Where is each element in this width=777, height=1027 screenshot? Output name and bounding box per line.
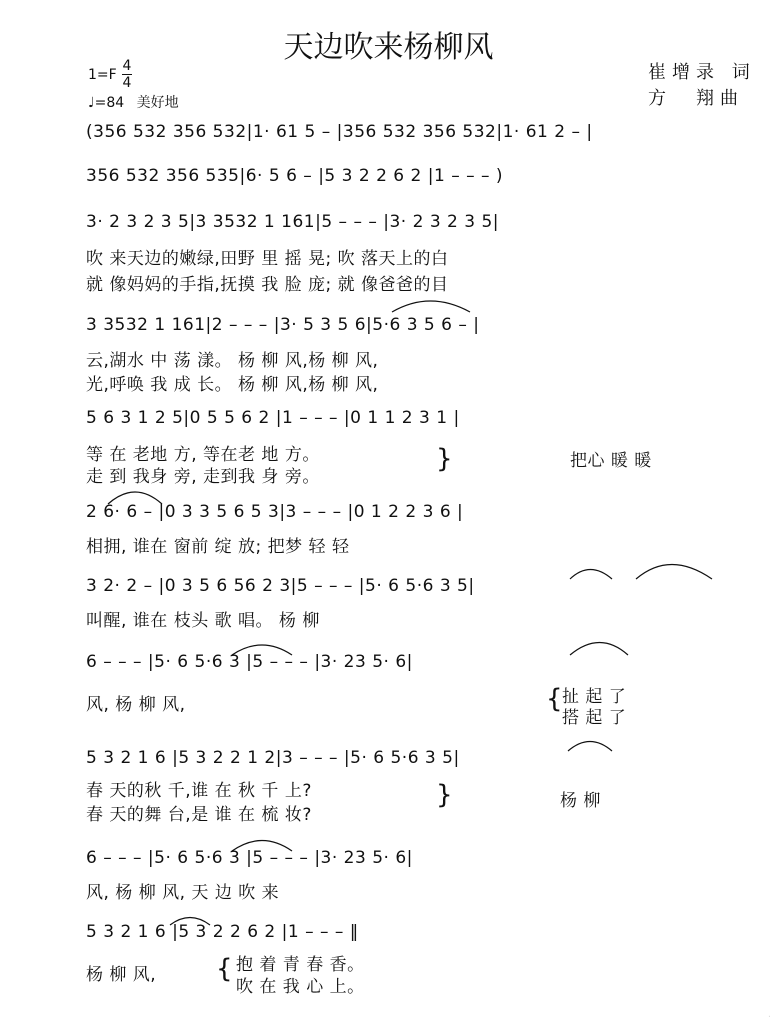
tempo-mark: ♩=84 [88,95,125,111]
lyric-line: 春 天的舞 台,是 谁 在 梳 妆? [86,805,312,825]
lyric-line: 吹 来天边的嫩绿,田野 里 摇 晃; 吹 落天上的白 [86,249,449,269]
lyric-line: 春 天的秋 千,谁 在 秋 千 上? [86,781,312,801]
lyric-line: 杨 柳 风, [86,965,157,985]
key-label: 1=F [88,67,117,83]
watermark: · [767,1012,771,1023]
notes-line: 5 3 2 1 6 |5 3 2 2 6 2 |1 – – – ‖ [86,922,359,942]
verse-brace: { [546,684,563,714]
notes-line: 356 532 356 535|6· 5 6 – |5 3 2 2 6 2 |1 – – – ) [86,166,504,186]
time-sig-top: 4 [122,58,132,74]
notes-line: 6 – – – |5· 6 5·6 3 |5 – – – |3· 23 5· 6| [86,652,413,672]
composer-credit: 方 翔曲 [648,88,744,109]
slur [636,565,712,580]
slur [108,492,162,504]
slur [170,918,210,926]
notes-line: 3 3532 1 161|2 – – – |3· 5 3 5 6|5·6 3 5 6 – | [86,315,480,335]
lyric-line: 风, 杨 柳 风, [86,695,186,715]
lyric-line-right: 把心 暖 暖 [570,451,652,471]
lyric-line: 风, 杨 柳 风, 天 边 吹 来 [86,883,280,903]
lyricist-credit: 崔增录 词 [648,62,756,83]
lyric-line: 光,呼唤 我 成 长。 杨 柳 风,杨 柳 风, [86,375,379,395]
slur [568,742,612,752]
notes-line: 5 3 2 1 6 |5 3 2 2 1 2|3 – – – |5· 6 5·6 3 5| [86,748,460,768]
notes-line: 2 6· 6 – |0 3 3 5 6 5 3|3 – – – |0 1 2 2 3 6 | [86,502,464,522]
lyric-line-right: 杨 柳 [560,791,601,811]
lyric-line: 叫醒, 谁在 枝头 歌 唱。 杨 柳 [86,611,320,631]
notes-line: 3 2· 2 – |0 3 5 6 56 2 3|5 – – – |5· 6 5·6 3 5| [86,576,475,596]
song-title: 天边吹来杨柳风 [283,30,494,65]
expression-mark: 美好地 [136,95,179,111]
notes-line: 6 – – – |5· 6 5·6 3 |5 – – – |3· 23 5· 6| [86,848,413,868]
lyric-line: 云,湖水 中 荡 漾。 杨 柳 风,杨 柳 风, [86,351,379,371]
slur [392,301,470,312]
lyric-line-right: 抱 着 青 春 香。 [236,955,365,975]
lyric-line-right: 搭 起 了 [562,708,627,728]
verse-brace: { [216,954,233,984]
lyric-line-right: 吹 在 我 心 上。 [236,977,365,997]
lyric-line-right: 扯 起 了 [562,687,627,707]
slur [232,645,292,655]
verse-brace: } [436,444,453,474]
notes-line: (356 532 356 532|1· 61 5 – |356 532 356 532|1· 61 2 – | [86,122,593,142]
lyric-line: 相拥, 谁在 窗前 绽 放; 把梦 轻 轻 [86,537,350,557]
notes-line: 3· 2 3 2 3 5|3 3532 1 161|5 – – – |3· 2 3 2 3 5| [86,212,500,232]
time-sig-bottom: 4 [122,75,132,91]
slur [232,841,292,852]
slur [570,643,628,656]
verse-brace: } [436,780,453,810]
lyric-line: 就 像妈妈的手指,抚摸 我 脸 庞; 就 像爸爸的目 [86,275,449,295]
lyric-line: 走 到 我身 旁, 走到我 身 旁。 [86,467,320,487]
lyric-line: 等 在 老地 方, 等在老 地 方。 [86,445,320,465]
slur [570,570,612,580]
notes-line: 5 6 3 1 2 5|0 5 5 6 2 |1 – – – |0 1 1 2 3 1 | [86,408,460,428]
